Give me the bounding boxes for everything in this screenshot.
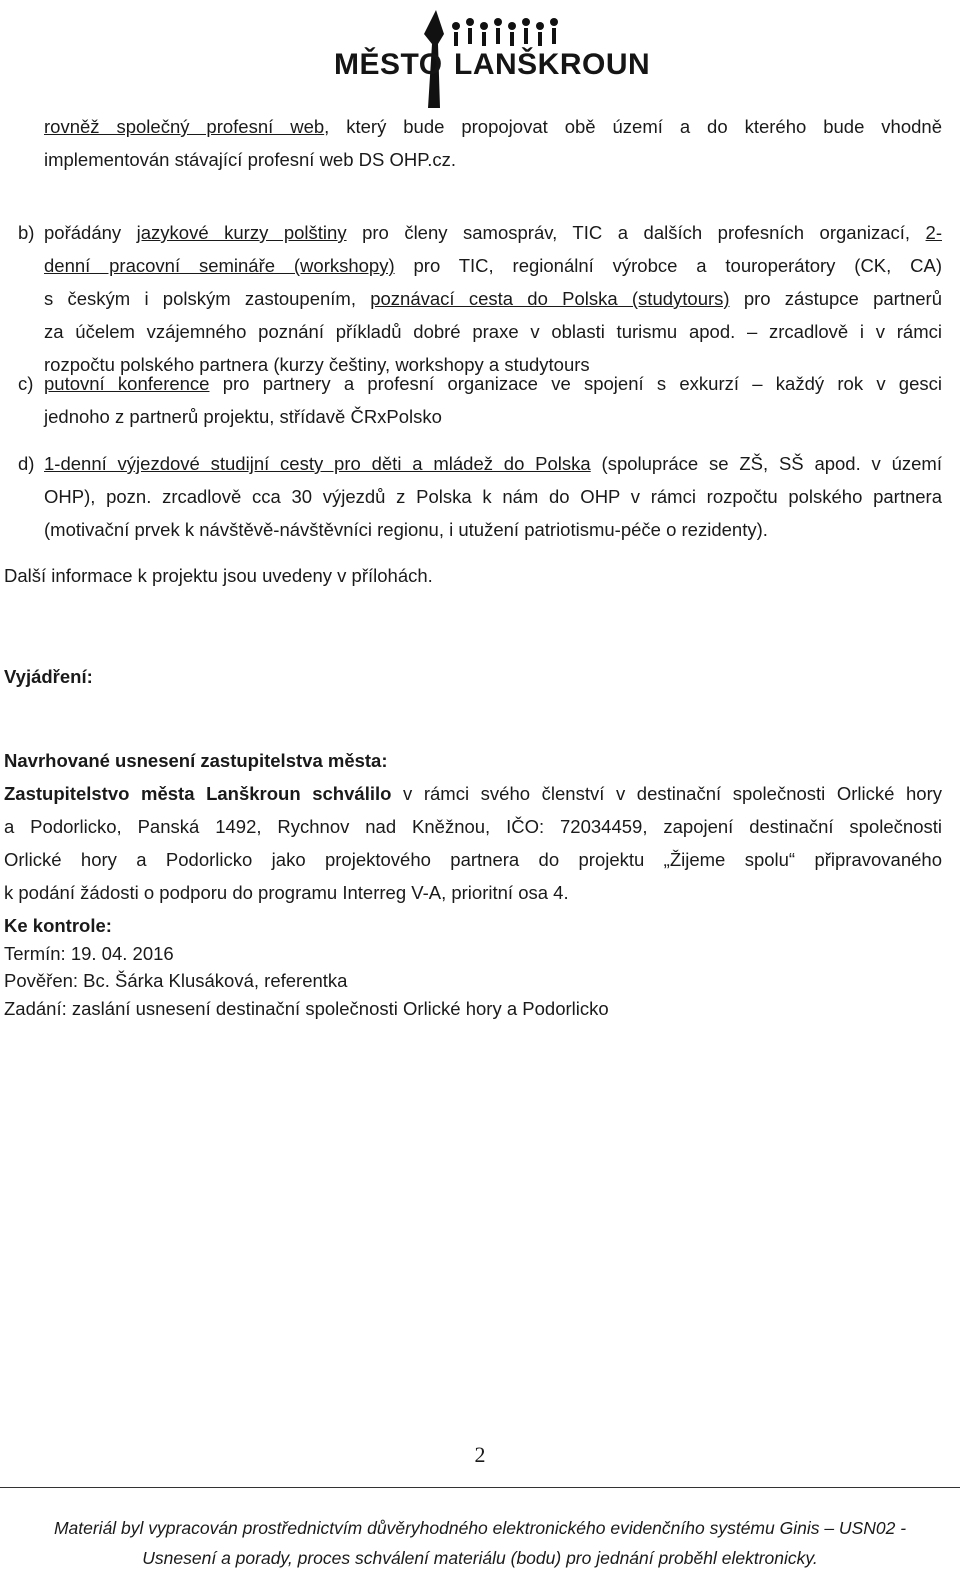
resolution-line4: k podání žádosti o podporu do programu Interreg V-A, prioritní osa 4. — [4, 882, 569, 903]
resolution-heading: Navrhované usnesení zastupitelstva města: — [4, 750, 388, 771]
item-b-underlined2b: denní pracovní semináře (workshopy) — [44, 255, 395, 276]
item-d-text2: OHP), pozn. zrcadlově cca 30 výjezdů z Polska k nám do OHP v rámci rozpočtu polského partnera — [44, 486, 942, 507]
resolution-line1-rest: v rámci svého členství v destinační společnosti Orlické hory — [391, 783, 942, 804]
item-b-underlined2a: 2- — [925, 222, 942, 243]
intro-link-text: rovněž společný profesní web — [44, 116, 325, 137]
item-b-underlined1: jazykové kurzy polštiny — [136, 222, 347, 243]
item-b-underlined3: poznávací cesta do Polska (studytours) — [370, 288, 730, 309]
logo-word-mesto: MĚSTO — [334, 48, 443, 81]
list-item-c — [18, 367, 942, 433]
footer-line2: Usnesení a porady, proces schválení materiálu (bodu) pro jednání proběhl elektronicky. — [142, 1548, 818, 1568]
list-marker-c: c) — [18, 373, 34, 394]
item-d-text1: (spolupráce se ZŠ, SŠ apod. v území — [590, 453, 942, 474]
list-marker-b: b) — [18, 222, 35, 243]
control-termin: Termín: 19. 04. 2016 — [4, 942, 174, 964]
page-header — [0, 0, 960, 110]
item-c-text1: pro partnery a profesní organizace ve spojení s exkurzí – každý rok v gesci — [209, 373, 942, 394]
item-b-text4: s českým i polským zastoupením, — [44, 288, 371, 309]
vyjadreni-heading: Vyjádření: — [4, 666, 93, 687]
resolution-bold-start: Zastupitelstvo města Lanškroun schválilo — [4, 783, 392, 804]
footer-divider — [0, 1487, 960, 1488]
control-zadani: Zadání: zaslání usnesení destinační společnosti Orlické hory a Podorlicko — [4, 997, 609, 1019]
intro-paragraph — [44, 110, 942, 176]
item-c-text2: jednoho z partnerů projektu, střídavě ČRxPolsko — [44, 406, 442, 427]
intro-line2: implementován stávající profesní web DS OHP.cz. — [44, 149, 456, 170]
item-b-text5: pro zástupce partnerů — [729, 288, 943, 309]
item-b-text6: za účelem vzájemného poznání příkladů dobré praxe v oblasti turismu apod. – zrcadlově i v rámci — [44, 321, 942, 342]
control-heading: Ke kontrole: — [4, 915, 112, 936]
resolution-line2: a Podorlicko, Panská 1492, Rychnov nad Kněžnou, IČO: 72034459, zapojení destinační společnosti — [4, 816, 942, 837]
footer-line1: Materiál byl vypracován prostřednictvím důvěryhodného elektronického evidenčního systému Ginis – USN02 - — [53, 1518, 907, 1538]
logo-word-lanskroun: LANŠKROUN — [454, 48, 651, 81]
list-marker-d: d) — [18, 453, 35, 474]
intro-line1-rest: , který bude propojovat obě území a do kterého bude vhodně — [324, 116, 943, 137]
item-b-text7: rozpočtu polského partnera (kurzy češtiny, workshopy a studytours — [44, 354, 590, 375]
city-logo — [334, 4, 651, 108]
item-b-text1: pořádány — [44, 222, 137, 243]
list-item-b — [18, 216, 942, 381]
control-povereno: Pověřen: Bc. Šárka Klusáková, referentka — [4, 970, 348, 991]
item-b-text3: pro TIC, regionální výrobce a touroperátory (CK, CA) — [394, 255, 942, 276]
item-c-underlined: putovní konference — [44, 373, 210, 394]
more-info-text: Další informace k projektu jsou uvedeny v přílohách. — [4, 565, 433, 586]
control-section — [4, 912, 609, 1022]
item-d-underlined: 1-denní výjezdové studijní cesty pro děti a mládež do Polska — [44, 453, 591, 474]
resolution-line3: Orlické hory a Podorlicko jako projektového partnera do projektu „Žijeme spolu“ připravovaného — [4, 849, 942, 870]
item-b-text2: pro členy samospráv, TIC a dalších profesních organizací, — [346, 222, 926, 243]
item-d-text3: (motivační prvek k návštěvě-návštěvníci regionu, i utužení patriotismu-péče o rezidenty). — [44, 519, 768, 540]
list-item-d — [18, 447, 942, 546]
resolution-section — [4, 744, 942, 909]
page-footer — [0, 1513, 960, 1573]
page-number: 2 — [474, 1442, 486, 1467]
